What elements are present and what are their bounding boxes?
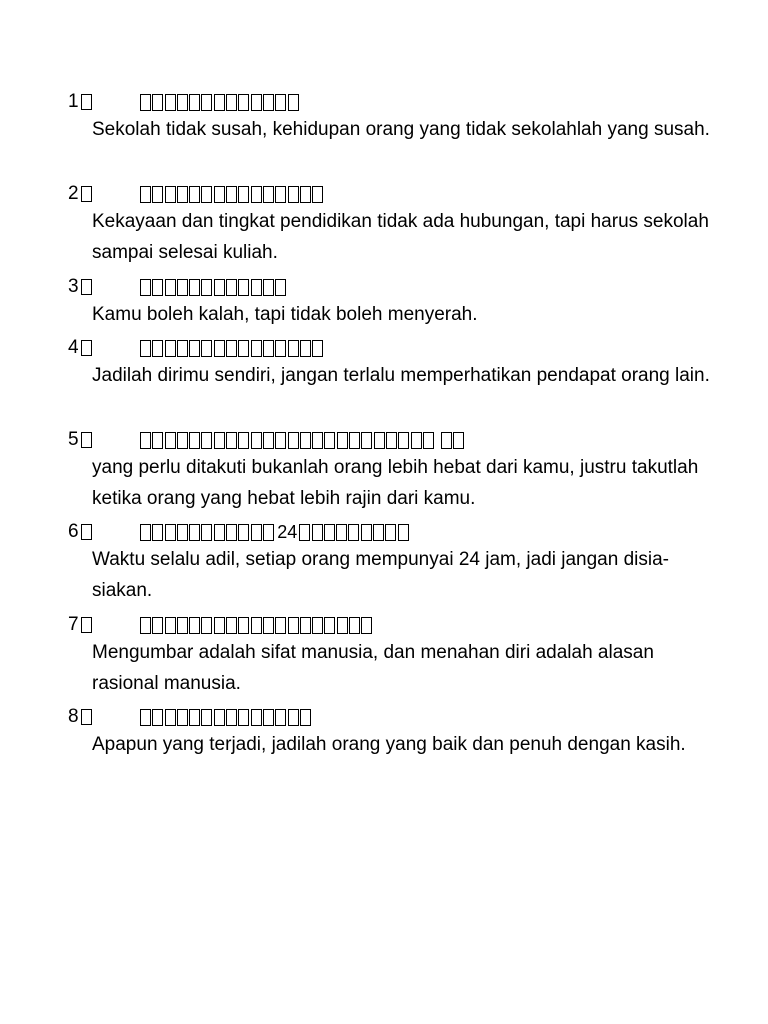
missing-glyph-icon [152,340,163,357]
missing-glyph-icon [349,432,360,449]
translation-text: yang perlu ditakuti bukanlah orang lebih hebat dari kamu, justru takutlah ketika orang yang hebat lebih rajin dari kamu. [92,457,699,509]
item-number: 3 [68,276,79,297]
missing-glyph-icon [398,432,409,449]
missing-glyph-icon [300,617,311,634]
chinese-quote [140,274,288,300]
missing-glyph-icon [165,340,176,357]
missing-glyph-icon [81,186,92,202]
missing-glyph-icon [189,617,200,634]
missing-glyph-icon [312,617,323,634]
missing-glyph-icon [275,186,286,203]
missing-glyph-icon [441,432,452,449]
missing-glyph-icon [349,617,360,634]
missing-glyph-icon [226,186,237,203]
missing-glyph-icon [263,186,274,203]
inline-number: 24 [277,522,298,542]
missing-glyph-icon [226,94,237,111]
missing-glyph-icon [226,340,237,357]
missing-glyph-icon [152,709,163,726]
missing-glyph-icon [238,617,249,634]
missing-glyph-icon [263,279,274,296]
missing-glyph-icon [177,340,188,357]
missing-glyph-icon [165,186,176,203]
missing-glyph-icon [226,709,237,726]
missing-glyph-icon [324,617,335,634]
missing-glyph-icon [275,617,286,634]
missing-glyph-icon [373,524,384,541]
chinese-quote [140,519,410,545]
missing-glyph-icon [288,186,299,203]
missing-glyph-icon [337,432,348,449]
missing-glyph-icon [423,432,434,449]
item-heading [68,89,92,115]
missing-glyph-icon [288,617,299,634]
missing-glyph-icon [238,186,249,203]
missing-glyph-icon [238,340,249,357]
item-heading [68,181,92,207]
missing-glyph-icon [140,94,151,111]
missing-glyph-icon [238,709,249,726]
chinese-quote [140,704,312,730]
missing-glyph-icon [300,432,311,449]
missing-glyph-icon [251,524,262,541]
missing-glyph-icon [189,279,200,296]
missing-glyph-icon [189,186,200,203]
missing-glyph-icon [140,279,151,296]
missing-glyph-icon [263,709,274,726]
missing-glyph-icon [275,432,286,449]
missing-glyph-icon [251,340,262,357]
missing-glyph-icon [177,186,188,203]
missing-glyph-icon [177,524,188,541]
missing-glyph-icon [177,709,188,726]
missing-glyph-icon [361,432,372,449]
missing-glyph-icon [81,617,92,633]
missing-glyph-icon [251,617,262,634]
missing-glyph-icon [214,94,225,111]
missing-glyph-icon [201,94,212,111]
missing-glyph-icon [201,617,212,634]
missing-glyph-icon [288,432,299,449]
missing-glyph-icon [165,617,176,634]
missing-glyph-icon [189,709,200,726]
missing-glyph-icon [337,617,348,634]
missing-glyph-icon [226,617,237,634]
missing-glyph-icon [275,94,286,111]
missing-glyph-icon [152,617,163,634]
missing-glyph-icon [140,186,151,203]
missing-glyph-icon [312,524,323,541]
missing-glyph-icon [201,340,212,357]
missing-glyph-icon [152,524,163,541]
item-heading [68,612,92,638]
missing-glyph-icon [238,432,249,449]
missing-glyph-icon [140,340,151,357]
missing-glyph-icon [251,432,262,449]
missing-glyph-icon [386,432,397,449]
missing-glyph-icon [165,709,176,726]
missing-glyph-icon [81,340,92,356]
item-number: 8 [68,706,79,727]
missing-glyph-icon [81,709,92,725]
missing-glyph-icon [214,709,225,726]
missing-glyph-icon [238,279,249,296]
chinese-quote [140,89,300,115]
item-number: 1 [68,91,79,112]
missing-glyph-icon [263,617,274,634]
missing-glyph-icon [177,279,188,296]
missing-glyph-icon [189,340,200,357]
missing-glyph-icon [251,186,262,203]
translation-text: Jadilah dirimu sendiri, jangan terlalu memperhatikan pendapat orang lain. [92,365,710,386]
item-number: 2 [68,183,79,204]
item-heading [68,427,92,453]
missing-glyph-icon [324,524,335,541]
missing-glyph-icon [214,186,225,203]
missing-glyph-icon [361,524,372,541]
missing-glyph-icon [312,432,323,449]
missing-glyph-icon [288,94,299,111]
item-heading [68,704,92,730]
missing-glyph-icon [165,524,176,541]
missing-glyph-icon [177,94,188,111]
missing-glyph-icon [152,94,163,111]
missing-glyph-icon [263,524,274,541]
missing-glyph-icon [189,432,200,449]
missing-glyph-icon [361,617,372,634]
missing-glyph-icon [152,432,163,449]
missing-glyph-icon [152,279,163,296]
missing-glyph-icon [214,340,225,357]
missing-glyph-icon [201,524,212,541]
item-number: 4 [68,337,79,358]
chinese-quote [140,427,466,453]
missing-glyph-icon [226,279,237,296]
translation-text: Kekayaan dan tingkat pendidikan tidak ada hubungan, tapi harus sekolah sampai selesai kuliah. [92,211,709,263]
missing-glyph-icon [251,94,262,111]
missing-glyph-icon [201,279,212,296]
missing-glyph-icon [189,524,200,541]
translation-text: Mengumbar adalah sifat manusia, dan menahan diri adalah alasan rasional manusia. [92,642,654,694]
missing-glyph-icon [299,524,310,541]
missing-glyph-icon [275,340,286,357]
missing-glyph-icon [300,340,311,357]
translation-text: Kamu boleh kalah, tapi tidak boleh menyerah. [92,304,478,325]
missing-glyph-icon [238,94,249,111]
missing-glyph-icon [226,432,237,449]
missing-glyph-icon [214,279,225,296]
item-heading [68,274,92,300]
missing-glyph-icon [189,94,200,111]
missing-glyph-icon [201,186,212,203]
missing-glyph-icon [177,432,188,449]
item-number: 5 [68,429,79,450]
missing-glyph-icon [300,186,311,203]
missing-glyph-icon [81,524,92,540]
item-heading [68,519,298,545]
missing-glyph-icon [214,617,225,634]
missing-glyph-icon [81,279,92,295]
missing-glyph-icon [312,186,323,203]
missing-glyph-icon [251,279,262,296]
missing-glyph-icon [336,524,347,541]
missing-glyph-icon [275,709,286,726]
missing-glyph-icon [453,432,464,449]
missing-glyph-icon [300,709,311,726]
missing-glyph-icon [152,186,163,203]
missing-glyph-icon [263,432,274,449]
missing-glyph-icon [288,340,299,357]
translation-text: Apapun yang terjadi, jadilah orang yang baik dan penuh dengan kasih. [92,734,686,755]
translation-text: Sekolah tidak susah, kehidupan orang yang tidak sekolahlah yang susah. [92,119,710,140]
missing-glyph-icon [81,432,92,448]
missing-glyph-icon [263,94,274,111]
missing-glyph-icon [214,524,225,541]
item-number: 6 [68,521,79,542]
translation-text: Waktu selalu adil, setiap orang mempunyai 24 jam, jadi jangan disia-siakan. [92,549,669,601]
chinese-quote [140,335,324,361]
missing-glyph-icon [263,340,274,357]
missing-glyph-icon [214,432,225,449]
missing-glyph-icon [201,432,212,449]
missing-glyph-icon [275,279,286,296]
missing-glyph-icon [201,709,212,726]
missing-glyph-icon [226,524,237,541]
missing-glyph-icon [251,709,262,726]
missing-glyph-icon [312,340,323,357]
missing-glyph-icon [348,524,359,541]
missing-glyph-icon [140,432,151,449]
missing-glyph-icon [140,709,151,726]
missing-glyph-icon [238,524,249,541]
missing-glyph-icon [177,617,188,634]
missing-glyph-icon [385,524,396,541]
item-number: 7 [68,614,79,635]
missing-glyph-icon [411,432,422,449]
missing-glyph-icon [398,524,409,541]
missing-glyph-icon [165,94,176,111]
chinese-quote [140,612,374,638]
missing-glyph-icon [140,617,151,634]
missing-glyph-icon [81,94,92,110]
missing-glyph-icon [324,432,335,449]
item-heading [68,335,92,361]
missing-glyph-icon [374,432,385,449]
missing-glyph-icon [165,432,176,449]
missing-glyph-icon [165,279,176,296]
missing-glyph-icon [140,524,151,541]
missing-glyph-icon [288,709,299,726]
chinese-quote [140,181,324,207]
